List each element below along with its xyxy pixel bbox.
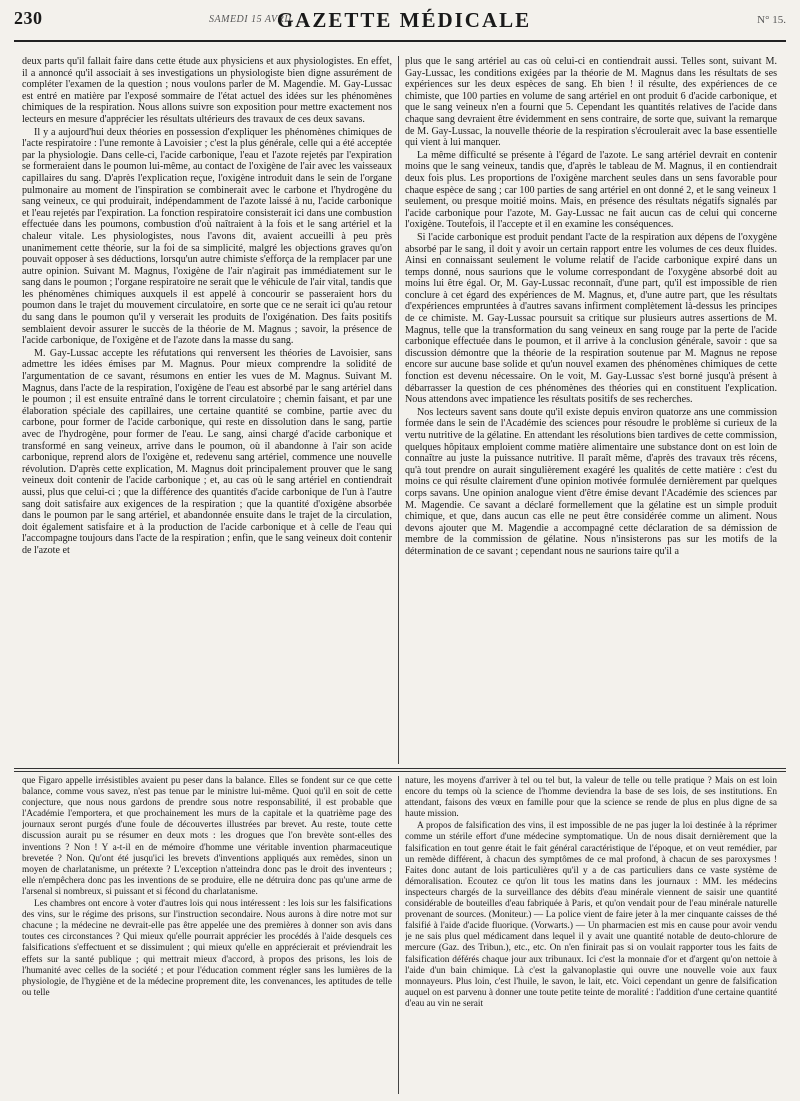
article2-column-right bbox=[405, 776, 777, 1096]
paragraph: A propos de falsification des vins, il est impossible de ne pas juger la loi destinée à la réprimer comme un stérile effort d'une médecine symptomatique. Un de nous disait dernièrement que la falsification en tout genre était le fait général caractéristique de l'époque, et on veut remédier, par un remède différent, à chacun des symptômes de ce mal profond, à chacun de ses paroxysmes ! Faites donc autant de lois particulières qu'il y a de cas particuliers dans ce vaste système de démoralisation. Ecoutez ce qu'on lit tous les matins dans les journaux : MM. les médecins inspecteurs chargés de la surveillance des débits d'eau minérale viennent de saisir une quantité considérable de bouteilles d'eau fabriquée à Paris, et qu'on vendait pour de l'eau minérale naturelle provenant de sources. (Moniteur.) — La police vient de faire jeter à la mer cinquante caisses de thé falsifié à l'aide d'acide fluorique. (Vorwarts.) — Un pharmacien est mis en cause pour avoir vendu je ne sais plus quel médicament dans lequel il y avait une quantité notable de deuto-chlorure de mercure (Gaz. des Tribun.), etc., etc. On n'en finirait pas si on voulait rapporter tous les faits de falsification déférés chaque jour aux tribunaux. Ici c'est la monnaie d'or et d'argent qu'on nettoie à l'aide d'un bain chimique. Là c'est la galvanoplastie qui ouvre une nouvelle voie aux faux monnayeurs. Plus loin, c'est l'huile, le savon, le lait, etc. Voici cependant un genre de falsification auquel on est parvenu à donner une toute petite teinte de moralité : l'addition d'une certaine quantité d'eau au vin ne serait bbox=[405, 821, 777, 1009]
issue-number: N° 15. bbox=[757, 14, 786, 26]
paragraph: Nos lecteurs savent sans doute qu'il existe depuis environ quatorze ans une commission formée dans le sein de l'Académie des sciences pour résoudre le problème si curieux de la vertu nutritive de la gélatine. En attendant les résolutions bien tardives de cette commission, quelques hôpitaux emploient comme matière alimentaire une substance dont on est loin de connaître au juste la puissance nutritive. Il paraît même, d'après des travaux très récens, qu'à tout prendre on aurait singulièrement exagéré les qualités de cette matière : c'est du moins ce qui résulte clairement d'une opinion motivée formulée dernièrement par quelques corps savans. Une opinion analogue vient d'être émise devant l'Académie des sciences par M. Magendie. Ce savant a déclaré formellement que la gélatine est un simple produit chimique, et que, dans aucun cas elle ne peut être considérée comme un aliment. Nous devons ajouter que M. Magendie a accompagné cette déclaration de sa démission de membre de la commission de gélatine. Nous n'insisterons pas sur les motifs de la détermination de ce savant ; cependant nous ne saurions taire qu'il a bbox=[405, 406, 777, 557]
paragraph: Il y a aujourd'hui deux théories en possession d'expliquer les phénomènes chimiques de l'acte respiratoire : l'une remonte à Lavoisier ; c'est la plus générale, celle qui a été acceptée par la physiologie. Dans celle-ci, l'acide carbonique, l'eau et l'azote rejetés par l'expiration se formeraient dans le poumon lui-même, au contact de l'oxigène de l'air avec les vaisseaux capillaires du sang. D'après l'explication reçue, l'oxigène introduit dans le sein de l'organe pulmonaire au moment de l'inspiration se combinerait avec le carbone et l'hydrogène du sang veineux, ce qui produirait, indépendamment de l'azote laissé à nu, l'acide carbonique et l'eau rejetés par l'expiration. La fonction respiratoire consisterait ici dans une combustion effectuée dans les poumons, combustion d'où naîtraient à la fois et le sang artériel et la chaleur vitale. Les physiologistes, nous l'avons dit, avaient accueilli à peu près unanimement cette théorie, sur la foi de sa simplicité, malgré les objections graves qu'on pouvait opposer à ses déductions, lorsqu'un autre chimiste s'efforça de la remplacer par une autre opinion. Suivant M. Magnus, l'oxigène de l'air n'agirait pas immédiatement sur le sang dans le poumon ; l'organe respiratoire ne serait que le véhicule de l'air vital, tandis que les phénomènes chimiques auxquels il est appelé à concourir se passeraient hors du poumon dans le trajet du mouvement circulatoire, en sorte que ce ne serait ici qu'au retour du sang dans le poumon qu'il y verserait les produits de l'oxigénation. Des faits positifs semblaient devoir assurer le succès de la théorie de M. Magnus ; savoir, la présence de l'acide carbonique, de l'oxigène et de l'azote dans la masse du sang. bbox=[22, 126, 392, 347]
article2-column-left bbox=[22, 776, 392, 1096]
column-divider bbox=[398, 56, 399, 764]
paragraph: nature, les moyens d'arriver à tel ou tel but, la valeur de telle ou telle pratique ? Mais on est loin encore du temps où la science de l'homme deviendra la base de ses lois, de ses institutions. En attendant, faisons des vœux en famille pour que la science se rende de plus en plus digne de sa haute mission. bbox=[405, 776, 777, 820]
section-rule bbox=[14, 768, 786, 769]
paragraph: La même difficulté se présente à l'égard de l'azote. Le sang artériel devrait en contenir moins que le sang veineux, tandis que, d'après le tableau de M. Magnus, il en contiendrait deux fois plus. Les proportions de l'oxigène marchent seules dans un sens favorable pour chaque espèce de sang ; car 100 parties de sang artériel en ont donné 2, et le sang veineux 1 seulement, ou presque moitié moins. Mais, en présence des résultats négatifs signalés par l'acide carbonique pour l'azote, M. Gay-Lussac ne fait aucun cas de celui qui concerne l'oxigène. Toutefois, il l'accepte et il en examine les conséquences. bbox=[405, 149, 777, 231]
column-divider bbox=[398, 776, 399, 1094]
paragraph: Les chambres ont encore à voter d'autres lois qui nous intéressent : les lois sur les falsifications des vins, sur le régime des prisons, sur l'instruction secondaire. Nous aurons à dire notre mot sur chacune ; la médecine ne devrait-elle pas être appelée une des premières à donner son avis dans toutes ces circonstances ? Qui mieux qu'elle pourrait apprécier les procédés à l'aide desquels ces falsifications s'effectuent et se dissimulent ; qui mieux qu'elle en apprécierait et préviendrait les effets sur la santé publique ; qui mettrait mieux d'accord, à propos des prisons, les lois de l'humanité avec celles de la société ; et pour l'éducation comment régler sans les lumières de la physiologie, de l'hygiène et de la médecine proprement dite, les convenances, les aptitudes de telle ou telle bbox=[22, 899, 392, 998]
article1-column-right bbox=[405, 56, 777, 766]
page-number: 230 bbox=[14, 8, 43, 28]
page-header bbox=[14, 6, 786, 32]
header-rule bbox=[14, 40, 786, 42]
paragraph: deux parts qu'il fallait faire dans cette étude aux physiciens et aux physiologistes. En effet, il a annoncé qu'il associait à ses investigations un physiologiste bien digne assurément de compléter l'examen de la question ; nous voulons parler de M. Magendie. M. Gay-Lussac est entré en matière par l'exposé sommaire de l'état actuel des idées sur les phénomènes chimiques de la respiration. Nous allons suivre son exposition pour mettre exactement nos lecteurs en mesure d'apprécier les résultats ultérieurs des travaux de ces deux savans. bbox=[22, 56, 392, 125]
paragraph: que Figaro appelle irrésistibles avaient pu peser dans la balance. Elles se fondent sur ce que cette balance, comme vous savez, n'est pas tenue par le ministre lui-même. Quoi qu'il en soit de cette conjecture, que nous nous gardons de prendre sous notre responsabilité, il est probable que l'Académie l'emportera, et que prochainement les murs de la capitale et la quatrième page des journaux seront purgés d'une foule de découvertes illustrées par brevet. Au reste, toute cette discussion aurait pu se résumer en deux mots : les drogues que l'on brevète sont-elles des inventions ? Non ! Y a-t-il en de mémoire d'homme une véritable invention pharmaceutique brevetée ? Non. Qu'ont été jusqu'ici les brevets d'inventions appliqués aux remèdes, sinon un moyen de charlatanisme, un prétexte ? L'exception n'atteindra donc pas le droit des inventeurs ; elle n'empêchera donc pas les inventions de se produire, elle ne détruira donc pas qu'une arme de l'arsenal si nombreux, si puissant et si fécond du charlatanisme. bbox=[22, 776, 392, 897]
paragraph: Si l'acide carbonique est produit pendant l'acte de la respiration aux dépens de l'oxygène absorbé par le sang, il doit y avoir un certain rapport entre les volumes de ces deux fluides. Ainsi en connaissant seulement le volume relatif de l'acide carbonique expiré dans un temps donné, nous saurions que le volume correspondant de l'oxygène absorbé doit au moins lui être égal. Or, M. Gay-Lussac reconnaît, d'une part, qu'il est impossible de rien conclure à cet égard des expériences de M. Magnus, et, d'une autre part, que les résultats d'expériences empruntées à d'autres savans infirment complètement là-dessus les principes de ce chimiste. M. Gay-Lussac poursuit sa critique sur plusieurs autres assertions de M. Magnus, telle que la transformation du sang veineux en sang rouge par la perte de l'acide carbonique effectuée dans le poumon, et il arrive à la conclusion générale, savoir : que sa discussion démontre que la théorie de la respiration soutenue par M. Magnus ne repose encore sur aucune base solide et qu'un nouvel examen des phénomènes chimiques de cette fonction est devenu nécessaire. On le voit, M. Gay-Lussac s'est borné jusqu'à présent à débarrasser la question de ces phénomènes des théories qui en constituent l'explication. Nous attendons avec impatience les résultats positifs de ses recherches. bbox=[405, 231, 777, 406]
paragraph: plus que le sang artériel au cas où celui-ci en contiendrait aussi. Telles sont, suivant M. Gay-Lussac, les conditions exigées par la théorie de M. Magnus dans les résultats de ses expériences sur les deux espèces de sang. Eh bien ! il résulte, des expériences de ce chimiste, que 100 parties en volume de sang artériel en ont produit 6 d'acide carbonique, et que le sang veineux n'en a fourni que 5. Cependant les quantités relatives de l'acide dans chaque sang devraient être évidemment en sens contraire, de sorte que, suivant la remarque de M. Gay-Lussac, la nouvelle théorie de la respiration s'écroulerait avec la base essentielle qui vient à lui manquer. bbox=[405, 56, 777, 149]
issue-date: SAMEDI 15 AVRIL bbox=[209, 14, 295, 25]
masthead-title: GAZETTE MÉDICALE bbox=[276, 8, 532, 32]
article1-column-left bbox=[22, 56, 392, 766]
section-rule bbox=[14, 771, 786, 772]
paragraph: M. Gay-Lussac accepte les réfutations qui renversent les théories de Lavoisier, sans admettre les idées émises par M. Magnus. Pour mieux comprendre la solidité de l'argumentation de ce savant, résumons en entier les vues de M. Magnus. Suivant M. Magnus, dans l'acte de la respiration, l'oxigène de l'eau est absorbé par le sang artériel dans le poumon ; il est ensuite entraîné dans le torrent circulatoire ; chemin faisant, et par une élaboration spéciale des capillaires, une certaine quantité se combine, partie avec du carbone, pour former de l'acide carbonique, qui reste en dissolution dans le sang, partie avec de l'hydrogène, pour former de l'eau. Le sang, ainsi chargé d'acide carbonique et transformé en sang veineux, arrive dans le poumon, où il abandonne à l'air son acide carbonique, reprend alors de l'oxigène et, redevenu sang artériel, commence une nouvelle révolution. D'après cette explication, M. Magnus doit principalement prouver que le sang veineux doit contenir de l'acide carbonique ; et, au cas où le sang artériel en contiendrait aussi, plus que celui-ci ; que la différence des quantités d'acide carbonique de l'un à l'autre sang doit satisfaire aux exigences de la respiration ; que la quantité d'oxigène absorbée dans le poumon par le sang artériel, et abandonnée ensuite dans le trajet de la circulation, doit également satisfaire et à la production de l'acide carbonique et à celle de l'eau qui l'accompagne toujours dans l'acte de la respiration ; enfin, que le sang veineux doit contenir de l'azote et bbox=[22, 347, 392, 556]
